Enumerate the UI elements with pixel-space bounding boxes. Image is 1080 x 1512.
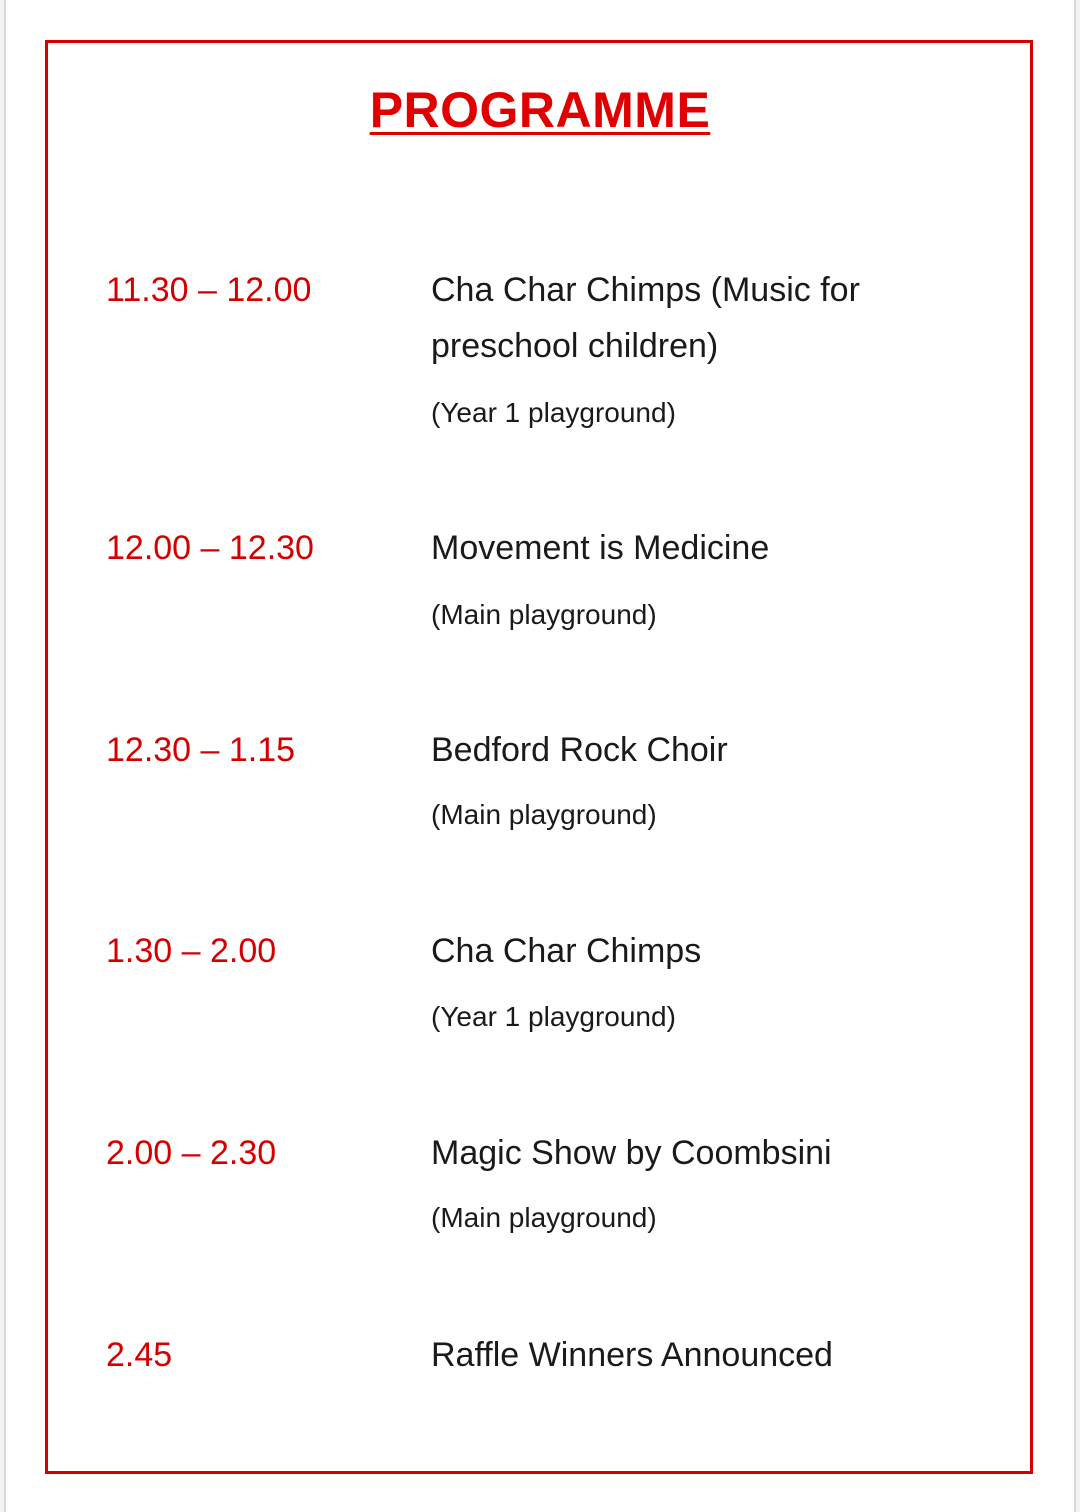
schedule-event: Movement is Medicine	[431, 529, 770, 567]
schedule-location: (Year 1 playground)	[431, 397, 676, 428]
schedule-location: (Main playground)	[431, 1202, 657, 1233]
schedule-time: 12.00 – 12.30	[106, 529, 314, 567]
schedule-event: Bedford Rock Choir	[431, 731, 728, 769]
schedule-event: Cha Char Chimps (Music for preschool children)	[431, 271, 860, 365]
schedule-time: 12.30 – 1.15	[106, 731, 296, 769]
schedule-event: Magic Show by Coombsini	[431, 1134, 832, 1172]
page-title	[0, 80, 1080, 140]
schedule-event: Raffle Winners Announced	[431, 1336, 833, 1374]
title-text: PROGRAMME	[369, 82, 711, 138]
schedule-location: (Main playground)	[431, 599, 657, 630]
schedule-time: 1.30 – 2.00	[106, 932, 277, 970]
schedule-time: 11.30 – 12.00	[106, 271, 312, 309]
schedule-time: 2.00 – 2.30	[106, 1134, 277, 1172]
schedule-event: Cha Char Chimps	[431, 932, 702, 970]
schedule-location: (Main playground)	[431, 799, 657, 830]
schedule-time: 2.45	[106, 1336, 173, 1374]
schedule-location: (Year 1 playground)	[431, 1001, 676, 1032]
